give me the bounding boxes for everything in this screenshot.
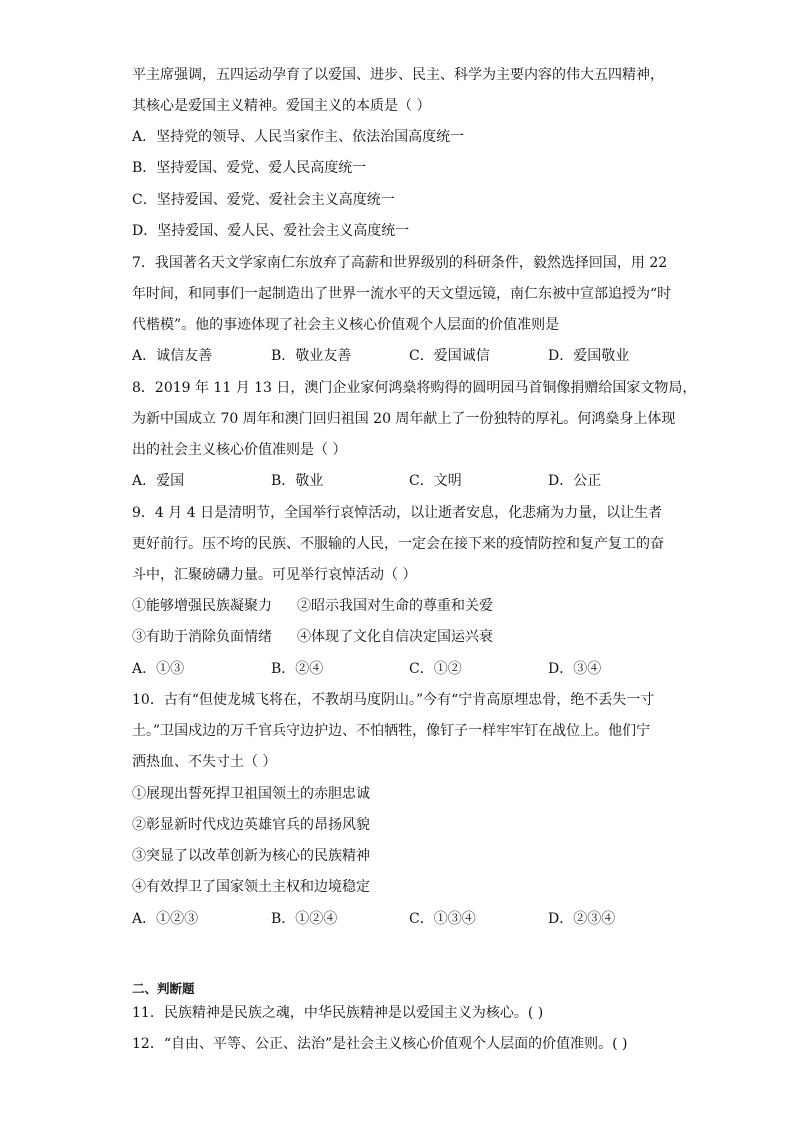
q7-stem-line-1: 7．我国著名天文学家南仁东放弃了高薪和世界级别的科研条件，毅然选择回国，用 22 bbox=[132, 255, 668, 271]
q9-statement-1: ①能够增强民族凝聚力 bbox=[132, 598, 272, 614]
q10-option-c: C．①③④ bbox=[409, 911, 476, 927]
q9-statement-4: ④体现了文化自信决定国运兴衰 bbox=[297, 629, 493, 645]
q7-stem-line-2: 年时间，和同事们一起制造出了世界一流水平的天文望远镜，南仁东被中宣部追授为“时 bbox=[132, 286, 672, 302]
q6-stem-line-1: 平主席强调，五四运动孕育了以爱国、进步、民主、科学为主要内容的伟大五四精神， bbox=[132, 67, 664, 83]
q9-stem-line-2: 更好前行。压不垮的民族、不服输的人民，一定会在接下来的疫情防控和复产复工的奋 bbox=[132, 536, 664, 552]
q12-stem: 12．“自由、平等、公正、法治”是社会主义核心价值观个人层面的价值准则。( ) bbox=[132, 1036, 628, 1052]
q10-statement-3: ③突显了以改革创新为核心的民族精神 bbox=[132, 848, 370, 864]
q8-stem-line-3: 出的社会主义核心价值准则是（ ） bbox=[132, 442, 347, 458]
q10-stem-line-2: 土。”卫国戍边的万千官兵守边护边、不怕牺牲，像钉子一样牢牢钉在战位上。他们宁 bbox=[132, 723, 651, 739]
q7-option-c: C．爱国诚信 bbox=[409, 348, 490, 364]
q9-option-c: C．①② bbox=[409, 661, 462, 677]
q10-option-a: A．①②③ bbox=[132, 911, 199, 927]
q9-statement-3: ③有助于消除负面情绪 bbox=[132, 629, 272, 645]
section-heading-judgment: 二、判断题 bbox=[132, 981, 195, 996]
q10-stem-line-3: 洒热血、不失寸土（ ） bbox=[132, 754, 277, 770]
q8-option-c: C．文明 bbox=[409, 473, 462, 489]
q6-option-c: C．坚持爱国、爱党、爱社会主义高度统一 bbox=[132, 192, 395, 208]
q7-stem-line-3: 代楷模”。他的事迹体现了社会主义核心价值观个人层面的价值准则是 bbox=[132, 317, 560, 333]
q10-option-d: D．②③④ bbox=[548, 911, 616, 927]
q7-option-b: B．敬业友善 bbox=[271, 348, 352, 364]
q7-option-a: A．诚信友善 bbox=[132, 348, 213, 364]
q9-option-d: D．③④ bbox=[548, 661, 602, 677]
q10-option-b: B．①②④ bbox=[271, 911, 338, 927]
q9-option-a: A．①③ bbox=[132, 661, 185, 677]
q11-stem: 11．民族精神是民族之魂，中华民族精神是以爱国主义为核心。( ) bbox=[132, 1005, 544, 1021]
q9-stem-line-3: 斗中，汇聚磅礴力量。可见举行哀悼活动（ ） bbox=[132, 567, 417, 583]
q10-statement-4: ④有效捍卫了国家领土主权和边境稳定 bbox=[132, 879, 370, 895]
q6-option-a: A．坚持党的领导、人民当家作主、依法治国高度统一 bbox=[132, 129, 465, 145]
q8-stem-line-2: 为新中国成立 70 周年和澳门回归祖国 20 周年献上了一份独特的厚礼。何鸿燊身上体现 bbox=[132, 411, 676, 427]
q8-option-d: D．公正 bbox=[548, 473, 602, 489]
q10-statement-2: ②彰显新时代戍边英雄官兵的昂扬风貌 bbox=[132, 817, 370, 833]
q6-option-d: D．坚持爱国、爱人民、爱社会主义高度统一 bbox=[132, 223, 410, 239]
q9-stem-line-1: 9．4 月 4 日是清明节，全国举行哀悼活动，以让逝者安息，化悲痛为力量，以让生者 bbox=[132, 505, 663, 521]
q6-stem-line-2: 其核心是爱国主义精神。爱国主义的本质是（ ） bbox=[132, 98, 431, 114]
q9-statement-2: ②昭示我国对生命的尊重和关爱 bbox=[297, 598, 493, 614]
q10-stem-line-1: 10．古有“但使龙城飞将在，不教胡马度阴山。”今有“宁肯高原埋忠骨，绝不丢失一寸 bbox=[132, 692, 655, 708]
q8-option-a: A．爱国 bbox=[132, 473, 185, 489]
q8-option-b: B．敬业 bbox=[271, 473, 324, 489]
q9-option-b: B．②④ bbox=[271, 661, 324, 677]
q6-option-b: B．坚持爱国、爱党、爱人民高度统一 bbox=[132, 160, 367, 176]
q10-statement-1: ①展现出誓死捍卫祖国领土的赤胆忠诚 bbox=[132, 786, 370, 802]
q8-stem-line-1: 8．2019 年 11 月 13 日，澳门企业家何鸿燊将购得的圆明园马首铜像捐赠给国家文物局， bbox=[132, 380, 697, 396]
q7-option-d: D．爱国敬业 bbox=[548, 348, 630, 364]
